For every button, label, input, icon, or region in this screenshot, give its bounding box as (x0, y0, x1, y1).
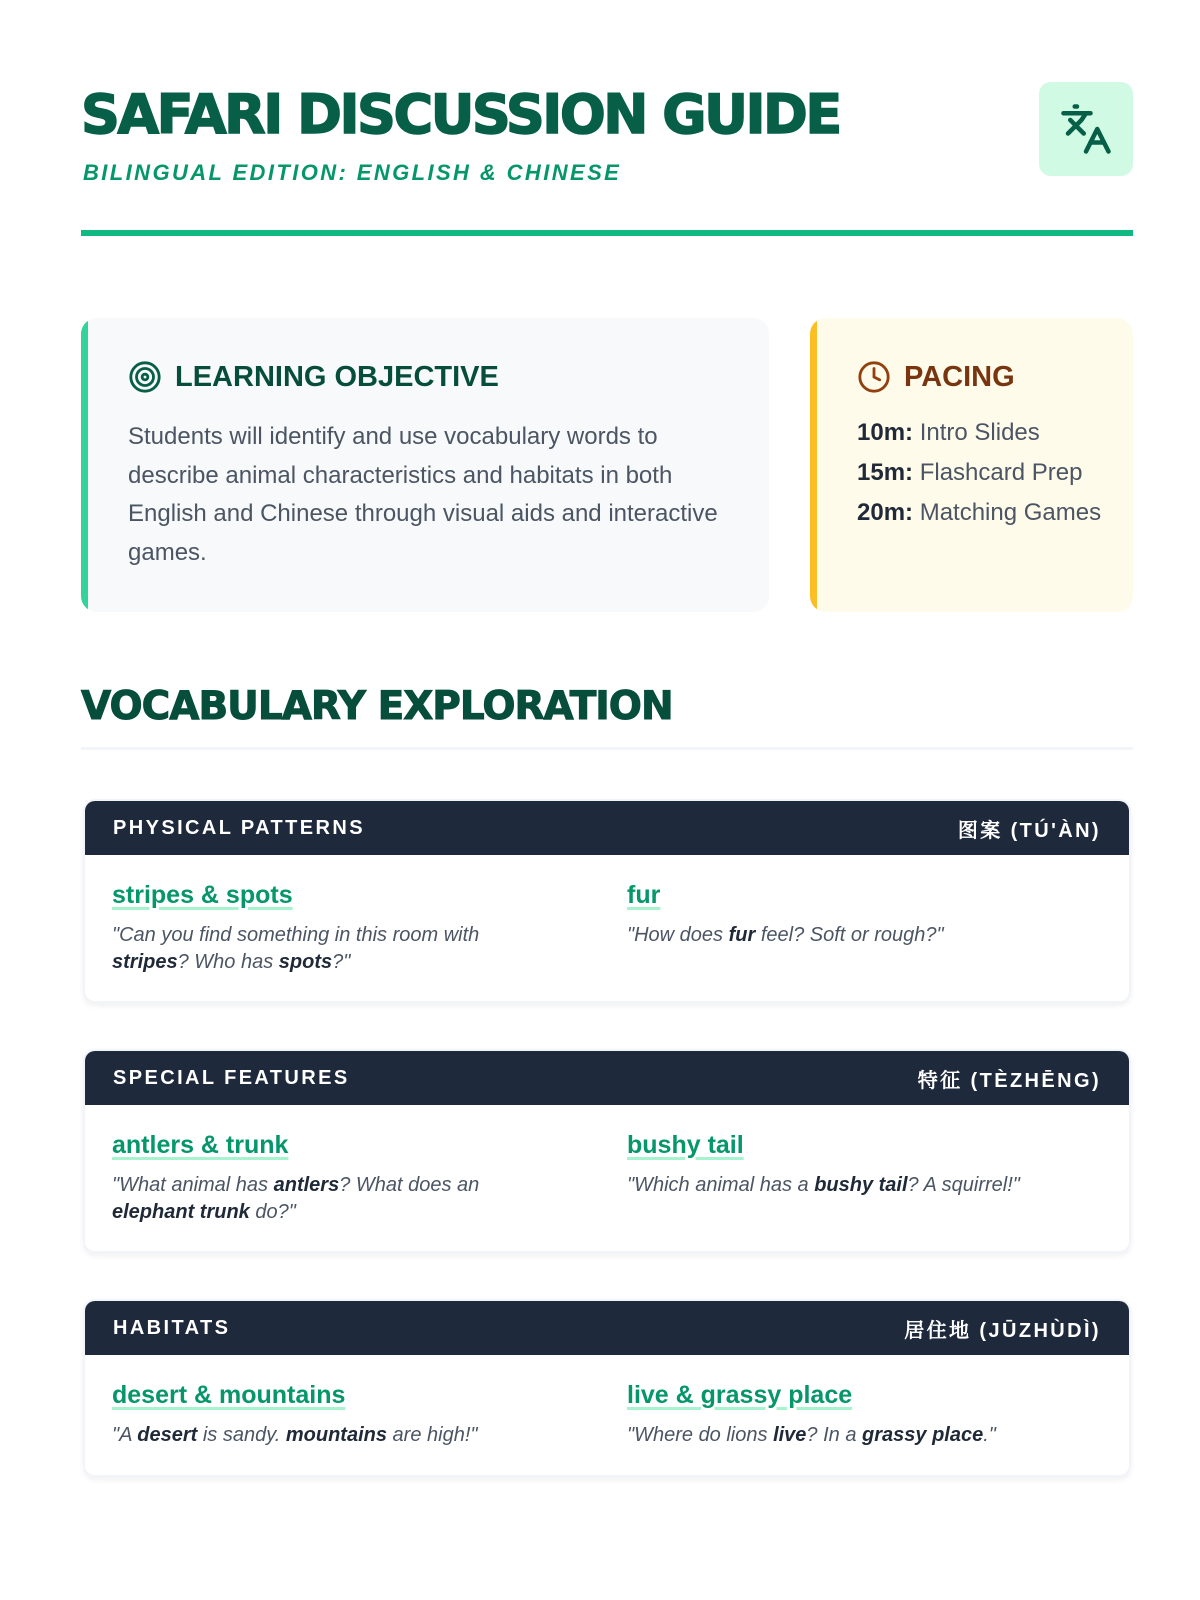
objective-text: Students will identify and use vocabulary words to describe animal characteristics and habitats in both English and Chinese through visual aids and interactive games. (128, 423, 718, 566)
example-keyword: mountains (285, 1424, 387, 1446)
vocabulary-group-header (85, 1051, 1129, 1105)
objective-accent-bar (81, 318, 88, 612)
vocabulary-group-card (83, 1049, 1131, 1253)
objective-heading: LEARNING OBJECTIVE (175, 360, 499, 393)
example-text: ? Who has (177, 951, 279, 973)
vocabulary-term (627, 1131, 1067, 1199)
example-keyword: desert (137, 1424, 198, 1446)
vocabulary-group-card (83, 799, 1131, 1003)
term-word: antlers & trunk (112, 1131, 289, 1159)
term-word: desert & mountains (112, 1381, 346, 1409)
pacing-activity: Matching Games (913, 499, 1102, 526)
example-text: "Where do lions (627, 1424, 774, 1446)
example-text: do?" (249, 1201, 296, 1223)
vocabulary-group-chinese: 图案 (TÚ'ÀN) (957, 819, 1101, 842)
term-word: stripes & spots (112, 881, 293, 909)
pacing-time: 20m: (857, 499, 914, 526)
vocabulary-term (112, 1381, 552, 1449)
vocabulary-term (112, 1131, 552, 1226)
objective-heading-row (128, 360, 499, 394)
example-text: "Can you find something in this room with (112, 924, 480, 946)
term-word: live & grassy place (627, 1381, 853, 1409)
example-text: feel? Soft or rough?" (755, 924, 944, 946)
example-text: ." (983, 1424, 996, 1446)
term-example (112, 1422, 552, 1449)
term-example (627, 1422, 1067, 1449)
term-word: bushy tail (627, 1131, 744, 1159)
vocabulary-group-body (85, 1355, 1129, 1475)
clock-icon (857, 360, 891, 394)
term-example (112, 922, 552, 976)
learning-objective-card (81, 318, 769, 612)
pacing-item (857, 496, 1107, 530)
example-text: are high!" (386, 1424, 478, 1446)
pacing-item (857, 456, 1107, 490)
pacing-item (857, 416, 1107, 450)
example-keyword: elephant trunk (112, 1201, 250, 1223)
example-keyword: bushy tail (814, 1174, 908, 1196)
example-keyword: stripes (112, 951, 178, 973)
guide-header (81, 80, 1133, 236)
pacing-card (810, 318, 1133, 612)
example-keyword: fur (728, 924, 756, 946)
example-keyword: live (773, 1424, 807, 1446)
example-text: ? In a (806, 1424, 863, 1446)
pacing-heading-row (857, 360, 1015, 394)
example-text: ?" (332, 951, 351, 973)
term-example (627, 922, 1067, 949)
example-text: "Which animal has a (627, 1174, 815, 1196)
term-example (627, 1172, 1067, 1199)
vocabulary-term (627, 1381, 1067, 1449)
pacing-activity: Intro Slides (913, 419, 1040, 446)
vocabulary-term (627, 881, 1067, 949)
example-text: ? A squirrel!" (907, 1174, 1020, 1196)
vocabulary-group-body (85, 855, 1129, 1001)
example-text: ? What does an (339, 1174, 480, 1196)
term-word: fur (627, 881, 661, 909)
page-title: SAFARI DISCUSSION GUIDE (81, 83, 840, 146)
pacing-accent-bar (810, 318, 817, 612)
example-keyword: antlers (273, 1174, 340, 1196)
example-text: "What animal has (112, 1174, 274, 1196)
header-divider (81, 230, 1133, 236)
example-text: "A (112, 1424, 138, 1446)
term-example (112, 1172, 552, 1226)
pacing-time: 10m: (857, 419, 914, 446)
example-text: "How does (627, 924, 729, 946)
pacing-activity: Flashcard Prep (913, 459, 1083, 486)
vocabulary-group-chinese: 居住地 (JŪZHÙDÌ) (904, 1319, 1101, 1342)
vocabulary-section-title: VOCABULARY EXPLORATION (81, 684, 673, 729)
vocabulary-term (112, 881, 552, 976)
vocabulary-group-header (85, 801, 1129, 855)
page-subtitle: BILINGUAL EDITION: ENGLISH & CHINESE (83, 160, 622, 185)
vocabulary-group-name: HABITATS (113, 1316, 231, 1339)
vocabulary-group-name: SPECIAL FEATURES (113, 1066, 350, 1089)
pacing-list (857, 416, 1107, 536)
vocabulary-group-chinese: 特征 (TÈZHĒNG) (917, 1069, 1101, 1092)
vocabulary-group-card (83, 1299, 1131, 1477)
vocabulary-group-header (85, 1301, 1129, 1355)
pacing-time: 15m: (857, 459, 914, 486)
example-keyword: grassy place (862, 1424, 984, 1446)
translate-icon (1059, 102, 1113, 156)
example-keyword: spots (278, 951, 333, 973)
example-text: is sandy. (197, 1424, 286, 1446)
translate-badge (1039, 82, 1133, 176)
vocabulary-group-body (85, 1105, 1129, 1251)
target-icon (128, 360, 162, 394)
section-divider (81, 747, 1133, 750)
pacing-heading: PACING (904, 360, 1015, 393)
vocabulary-group-name: PHYSICAL PATTERNS (113, 816, 365, 839)
